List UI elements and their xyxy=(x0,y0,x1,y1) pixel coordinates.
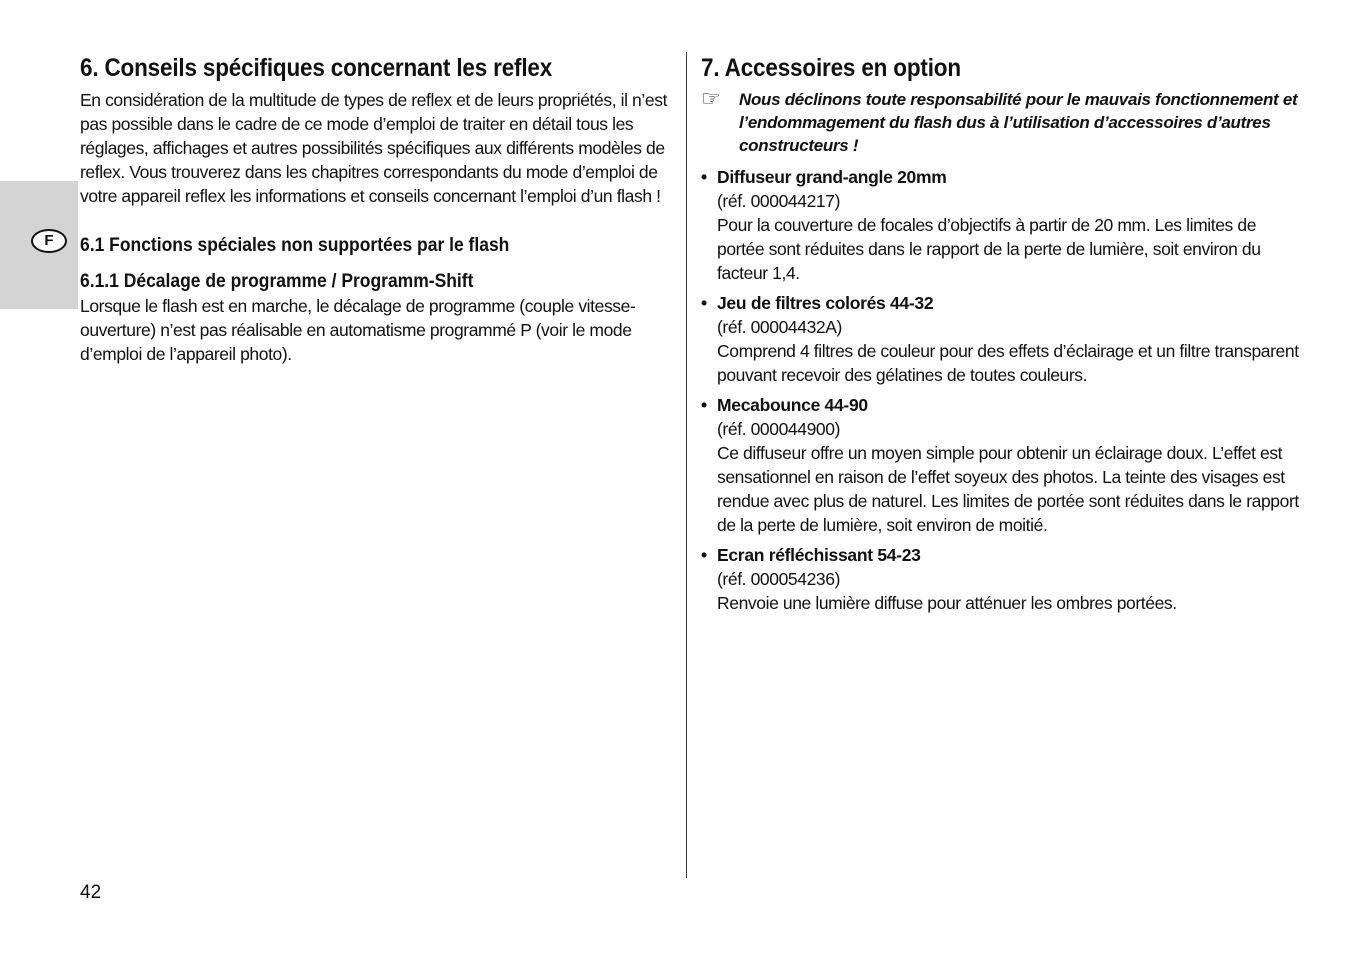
section-6-1-heading: 6.1 Fonctions spéciales non supportées par le flash xyxy=(80,235,510,256)
accessory-ref: (réf. 000044217) xyxy=(717,191,840,211)
accessory-ref: (réf. 00004432A) xyxy=(717,317,842,337)
accessory-title: Mecabounce 44-90 xyxy=(717,395,868,415)
accessory-item xyxy=(701,543,1301,615)
accessory-desc: Renvoie une lumière diffuse pour atténuer les ombres portées. xyxy=(717,593,1177,613)
section-6-heading: 6. Conseils spécifiques concernant les reflex xyxy=(80,54,553,82)
page-number: 42 xyxy=(80,882,102,903)
section-6-1-1-heading: 6.1.1 Décalage de programme / Programm-Shift xyxy=(80,271,474,292)
accessory-item xyxy=(701,393,1301,537)
section-6-1-1-text: Lorsque le flash est en marche, le décalage de programme (couple vitesse-ouverture) n’est pas réalisable en automatisme programmé P (voir le mode d’emploi de l’appareil photo). xyxy=(80,296,636,364)
accessory-title: Ecran réfléchissant 54-23 xyxy=(717,545,921,565)
accessory-item xyxy=(701,291,1301,387)
accessory-desc: Ce diffuseur offre un moyen simple pour obtenir un éclairage doux. L’effet est sensationnel en raison de l’effet soyeux des photos. La teinte des visages est rendue avec plus de naturel. Les limites de portée sont réduites dans le rapport de la perte de lumière, soit environ de moitié. xyxy=(717,443,1299,535)
accessory-ref: (réf. 000054236) xyxy=(717,569,840,589)
pointing-hand-icon: ☞ xyxy=(701,86,721,111)
column-divider xyxy=(686,52,687,878)
accessory-desc: Pour la couverture de focales d’objectifs à partir de 20 mm. Les limites de portée sont réduites dans le rapport de la perte de lumière, soit environ du facteur 1,4. xyxy=(717,215,1261,283)
accessory-desc: Comprend 4 filtres de couleur pour des effets d’éclairage et un filtre transparent pouvant recevoir des gélatines de toutes couleurs. xyxy=(717,341,1299,385)
accessory-title: Diffuseur grand-angle 20mm xyxy=(717,167,947,187)
left-column xyxy=(80,52,680,366)
accessory-ref: (réf. 000044900) xyxy=(717,419,840,439)
section-6-intro: En considération de la multitude de types de reflex et de leurs propriétés, il n’est pas possible dans le cadre de ce mode d’emploi de traiter en détail tous les réglages, affichages et autres possibilités spécifiques aux différents modèles de reflex. Vous trouverez dans les chapitres correspondants du mode d’emploi de votre appareil reflex les informations et conseils concernant l’emploi d’un flash ! xyxy=(80,90,668,206)
bullet-icon: • xyxy=(701,293,707,313)
warning-note-text: Nous déclinons toute responsabilité pour le mauvais fonctionnement et l’endommagement du flash dus à l’utilisation d’accessoires d’autres constructeurs ! xyxy=(739,90,1298,155)
right-column xyxy=(701,52,1301,615)
bullet-icon: • xyxy=(701,167,707,187)
warning-note xyxy=(701,88,1301,157)
bullet-icon: • xyxy=(701,545,707,565)
section-7-heading: 7. Accessoires en option xyxy=(701,54,961,82)
bullet-icon: • xyxy=(701,395,707,415)
accessory-item xyxy=(701,165,1301,285)
language-badge: F xyxy=(31,229,67,253)
accessory-title: Jeu de filtres colorés 44-32 xyxy=(717,293,934,313)
